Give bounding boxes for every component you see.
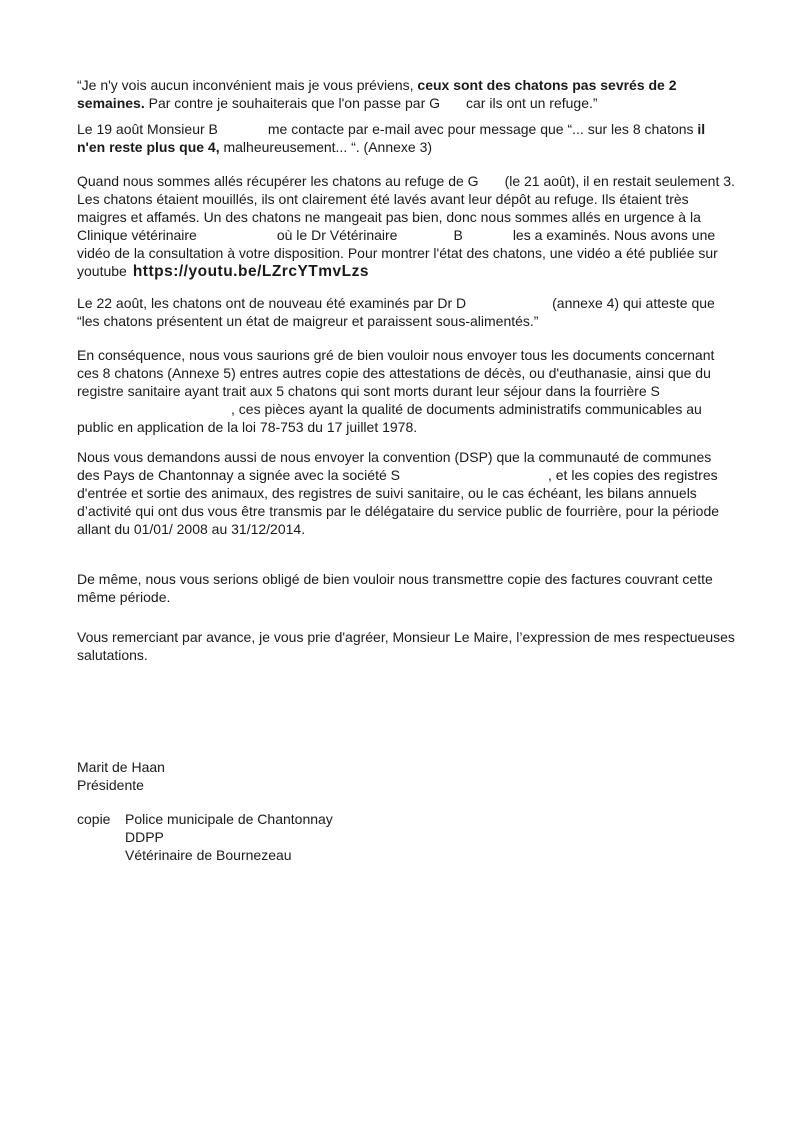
copy-recipient: Police municipale de Chantonnay: [125, 811, 333, 827]
paragraph-5: En conséquence, nous vous saurions gré de bien vouloir nous envoyer tous les documents concernant ces 8 chatons (Annexe 5) entres autres copie des attestations de décès, ou d'euthanasie, ainsi que du registre sanitaire ayant trait aux 5 chatons qui sont morts durant leur séjour dans la fourrière S, ces pièces ayant la qualité de documents administratifs communicables au public en application de la loi 78-753 du 17 juillet 1978.: [77, 347, 715, 435]
copy-recipient: DDPP: [125, 829, 164, 845]
paragraph-4: Le 22 août, les chatons ont de nouveau été examinés par Dr D (annexe 4) qui atteste que “les chatons présentent un état de maigreur et paraissent sous-alimentés.”: [77, 295, 715, 329]
paragraph-8: Vous remerciant par avance, je vous prie d'agréer, Monsieur Le Maire, l’expression de mes respectueuses salutations.: [77, 629, 735, 663]
signature-name: Marit de Haan: [77, 759, 165, 775]
copies-label: copie: [77, 811, 111, 827]
paragraph-3: Quand nous sommes allés récupérer les chatons au refuge de G (le 21 août), il en restait seulement 3. Les chatons étaient mouillés, ils ont clairement été lavés avant leur dépôt au refuge. Ils étaient très maigres et affamés. Un des chatons ne mangeait pas bien, donc nous sommes allés en urgence à la Clinique vétérinaire où le Dr Vétérinaire B les a examinés. Nous avons une vidéo de la consultation à votre disposition. Pour montrer l'état des chatons, une vidéo a été publiée sur youtube https://youtu.be/LZrcYTmvLzs: [77, 173, 735, 280]
paragraph-6: Nous vous demandons aussi de nous envoyer la convention (DSP) que la communauté de communes des Pays de Chantonnay a signée avec la société S , et les copies des registres d'entrée et sortie des animaux, des registres de suivi sanitaire, ou le cas échéant, les bilans annuels d’activité qui ont dus vous être transmis par le délégataire du service public de fourrière, pour la période allant du 01/01/ 2008 au 31/12/2014.: [77, 449, 720, 537]
paragraph-7: De même, nous vous serions obligé de bien vouloir nous transmettre copie des factures couvrant cette même période.: [77, 571, 713, 605]
youtube-link[interactable]: https://youtu.be/LZrcYTmvLzs: [132, 263, 370, 280]
copy-recipient: Vétérinaire de Bournezeau: [125, 847, 292, 863]
paragraph-1: “Je n'y vois aucun inconvénient mais je vous préviens, ceux sont des chatons pas sevrés de 2 semaines. Par contre je souhaiterais que l'on passe par G car ils ont un refuge.”: [77, 77, 677, 111]
paragraph-2: Le 19 août Monsieur B me contacte par e-mail avec pour message que “... sur les 8 chatons il n'en reste plus que 4, malheureusement... “. (Annexe 3): [77, 121, 706, 155]
signature-role: Présidente: [77, 777, 144, 793]
